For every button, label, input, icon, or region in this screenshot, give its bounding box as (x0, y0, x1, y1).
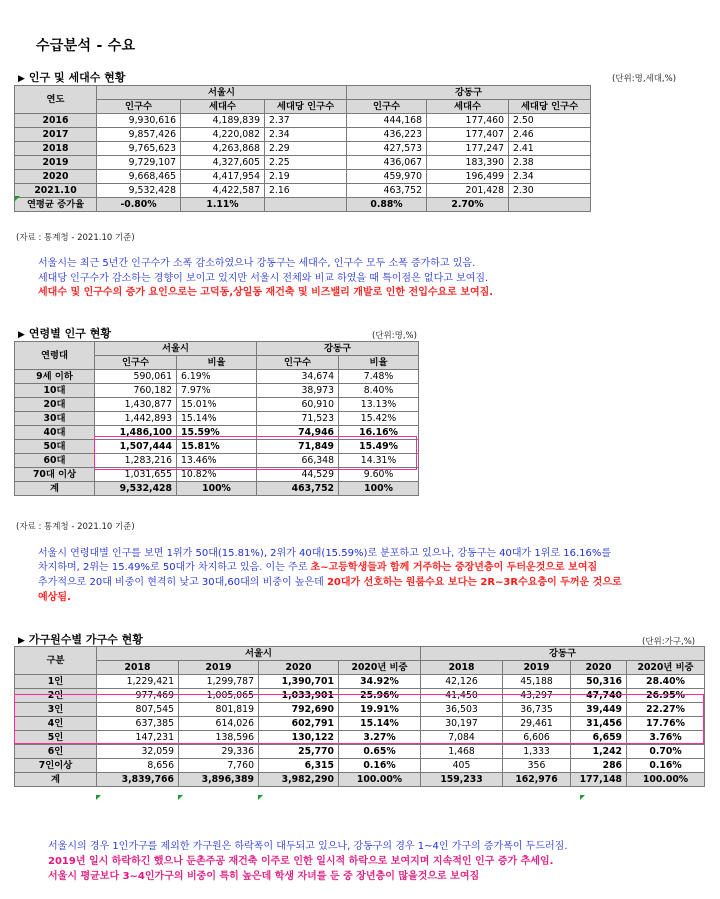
analysis-text: 추가적으로 20대 비중이 현격히 낮고 30대,60대의 비중이 높은데 20대가 선호하는 원룸수요 보다는 2R~3R수요층이 두꺼운 것으로 (38, 577, 622, 588)
header-col: 세대당 인구수 (265, 100, 347, 114)
header-col: 인구수 (347, 100, 427, 114)
total-row: 계 9,532,428 100% 463,752 100% (15, 482, 419, 496)
table-row: 40대 1,486,100 15.59% 74,946 16.16% (15, 426, 419, 440)
header-seoul: 서울시 (97, 647, 421, 661)
triangle-bullet-icon: ▶ (18, 636, 25, 646)
cell-flag-icon (96, 795, 101, 800)
header-col: 2020년 비중 (339, 661, 421, 675)
household-size-table (14, 646, 705, 787)
table-row: 1인 1,229,421 1,299,787 1,390,701 34.92% 42,126 45,188 50,316 28.40% (15, 675, 705, 689)
table-row: 70대 이상 1,031,655 10.82% 44,529 9.60% (15, 468, 419, 482)
analysis-text: 차지하며, 2위는 15.49%로 50대가 차지하고 있음. 이는 주로 초~고등학생들과 함께 거주하는 중장년층이 두터운것으로 보여짐 (38, 562, 598, 573)
header-seoul: 서울시 (95, 342, 257, 356)
header-gangdong: 강동구 (347, 86, 591, 100)
header-col: 2019 (503, 661, 571, 675)
cell-flag-icon (580, 795, 585, 800)
table-row: 7인이상 8,656 7,760 6,315 0.16% 405 356 286 0.16% (15, 759, 705, 773)
table-row: 3인 807,545 801,819 792,690 19.91% 36,503 36,735 39,449 22.27% (15, 703, 705, 717)
header-gangdong: 강동구 (421, 647, 705, 661)
header-col: 2020 (259, 661, 339, 675)
triangle-bullet-icon: ▶ (18, 330, 25, 340)
section-household-size-title: ▶ 가구원수별 가구수 현황 (18, 633, 143, 646)
table-row: 2인 977,469 1,005,065 1,033,901 25.96% 41,450 43,297 47,740 26.95% (15, 689, 705, 703)
analysis-text: 서울시는 최근 5년간 인구수가 소폭 감소하였으나 강동구는 세대수, 인구수 모두 소폭 증가하고 있음. (38, 258, 476, 269)
header-col: 인구수 (97, 100, 181, 114)
header-col: 2019 (179, 661, 259, 675)
header-seoul: 서울시 (97, 86, 347, 100)
table-row: 2019 9,729,107 4,327,605 2.25 436,067 183,390 2.38 (15, 156, 591, 170)
age-population-table (14, 341, 419, 496)
page-title: 수급분석 - 수요 (36, 38, 136, 54)
header-col: 세대수 (427, 100, 509, 114)
analysis-highlight: 세대수 및 인구수의 증가 요인으로는 고덕동,상일동 재건축 및 비즈밸리 개발로 인한 전입수요로 보여짐. (38, 287, 494, 298)
cell-flag-icon (258, 795, 263, 800)
table-row: 2020 9,668,465 4,417,954 2.19 459,970 196,499 2.34 (15, 170, 591, 184)
unit-label: (단위:명,세대,%) (612, 74, 677, 84)
header-col: 세대당 인구수 (509, 100, 591, 114)
header-category: 구분 (15, 647, 97, 675)
header-col: 비율 (339, 356, 419, 370)
header-col: 2020년 비중 (627, 661, 705, 675)
header-year: 연도 (15, 86, 97, 114)
analysis-highlight: 2019년 일시 하락하긴 했으나 둔촌주공 재건축 이주로 인한 일시적 하락으로 보여지며 지속적인 인구 증가 추세임. (48, 856, 554, 867)
section-population-title: ▶ 인구 및 세대수 현황 (18, 71, 126, 84)
header-col: 2018 (421, 661, 503, 675)
source-note: (자료 : 통계청 - 2021.10 기준) (16, 522, 135, 532)
table-row: 5인 147,231 138,596 130,122 3.27% 7,084 6,606 6,659 3.76% (15, 731, 705, 745)
unit-label: (단위:가구,%) (642, 637, 696, 647)
table-row: 9세 이하 590,061 6.19% 34,674 7.48% (15, 370, 419, 384)
analysis-text: 서울시 연령대별 인구를 보면 1위가 50대(15.81%), 2위가 40대(15.59%)로 분포하고 있으나, 강동구는 40대가 1위로 16.16%를 (38, 548, 612, 559)
header-col: 세대수 (181, 100, 265, 114)
cell-flag-icon (15, 196, 20, 201)
avg-growth-row: 연평균 증가율 -0.80% 1.11% 0.88% 2.70% (15, 198, 591, 212)
table-row: 30대 1,442,893 15.14% 71,523 15.42% (15, 412, 419, 426)
unit-label: (단위:명,%) (372, 331, 417, 341)
table-row: 4인 637,385 614,026 602,791 15.14% 30,197 29,461 31,456 17.76% (15, 717, 705, 731)
table-row: 6인 32,059 29,336 25,770 0.65% 1,468 1,333 1,242 0.70% (15, 745, 705, 759)
cell-flag-icon (178, 795, 183, 800)
table-row: 50대 1,507,444 15.81% 71,849 15.49% (15, 440, 419, 454)
total-row: 계 3,839,766 3,896,389 3,982,290 100.00% 159,233 162,976 177,148 100.00% (15, 773, 705, 787)
triangle-bullet-icon: ▶ (18, 74, 25, 84)
header-age: 연령대 (15, 342, 95, 370)
table-row: 2016 9,930,616 4,189,839 2.37 444,168 177,460 2.50 (15, 114, 591, 128)
header-col: 비율 (177, 356, 257, 370)
table-row: 60대 1,283,216 13.46% 66,348 14.31% (15, 454, 419, 468)
population-rows (15, 114, 591, 198)
section-age-title: ▶ 연령별 인구 현황 (18, 327, 111, 340)
table-row: 2021.10 9,532,428 4,422,587 2.16 463,752 201,428 2.30 (15, 184, 591, 198)
analysis-highlight: 예상됨. (38, 592, 71, 603)
analysis-highlight: 서울시 평균보다 3~4인가구의 비중이 특히 높은데 학생 자녀를 둔 중 장년층이 많을것으로 보여짐 (48, 871, 480, 882)
table-row: 20대 1,430,877 15.01% 60,910 13.13% (15, 398, 419, 412)
header-col: 2018 (97, 661, 179, 675)
header-col: 인구수 (95, 356, 177, 370)
header-col: 2020 (571, 661, 627, 675)
table-row: 2018 9,765,623 4,263,868 2.29 427,573 177,247 2.41 (15, 142, 591, 156)
header-gangdong: 강동구 (257, 342, 419, 356)
analysis-text: 세대당 인구수가 감소하는 경향이 보이고 있지만 서울시 전체와 비교 하였을 때 특이점은 없다고 보여짐. (38, 273, 489, 284)
population-household-table (14, 85, 591, 212)
table-row: 10대 760,182 7.97% 38,973 8.40% (15, 384, 419, 398)
analysis-text: 서울시의 경우 1인가구를 제외한 가구원은 하락폭이 대두되고 있으나, 강동구의 경우 1~4인 가구의 증가폭이 두드러짐. (48, 841, 568, 852)
source-note: (자료 : 통계청 - 2021.10 기준) (16, 233, 135, 243)
header-col: 인구수 (257, 356, 339, 370)
table-row: 2017 9,857,426 4,220,082 2.34 436,223 177,407 2.46 (15, 128, 591, 142)
